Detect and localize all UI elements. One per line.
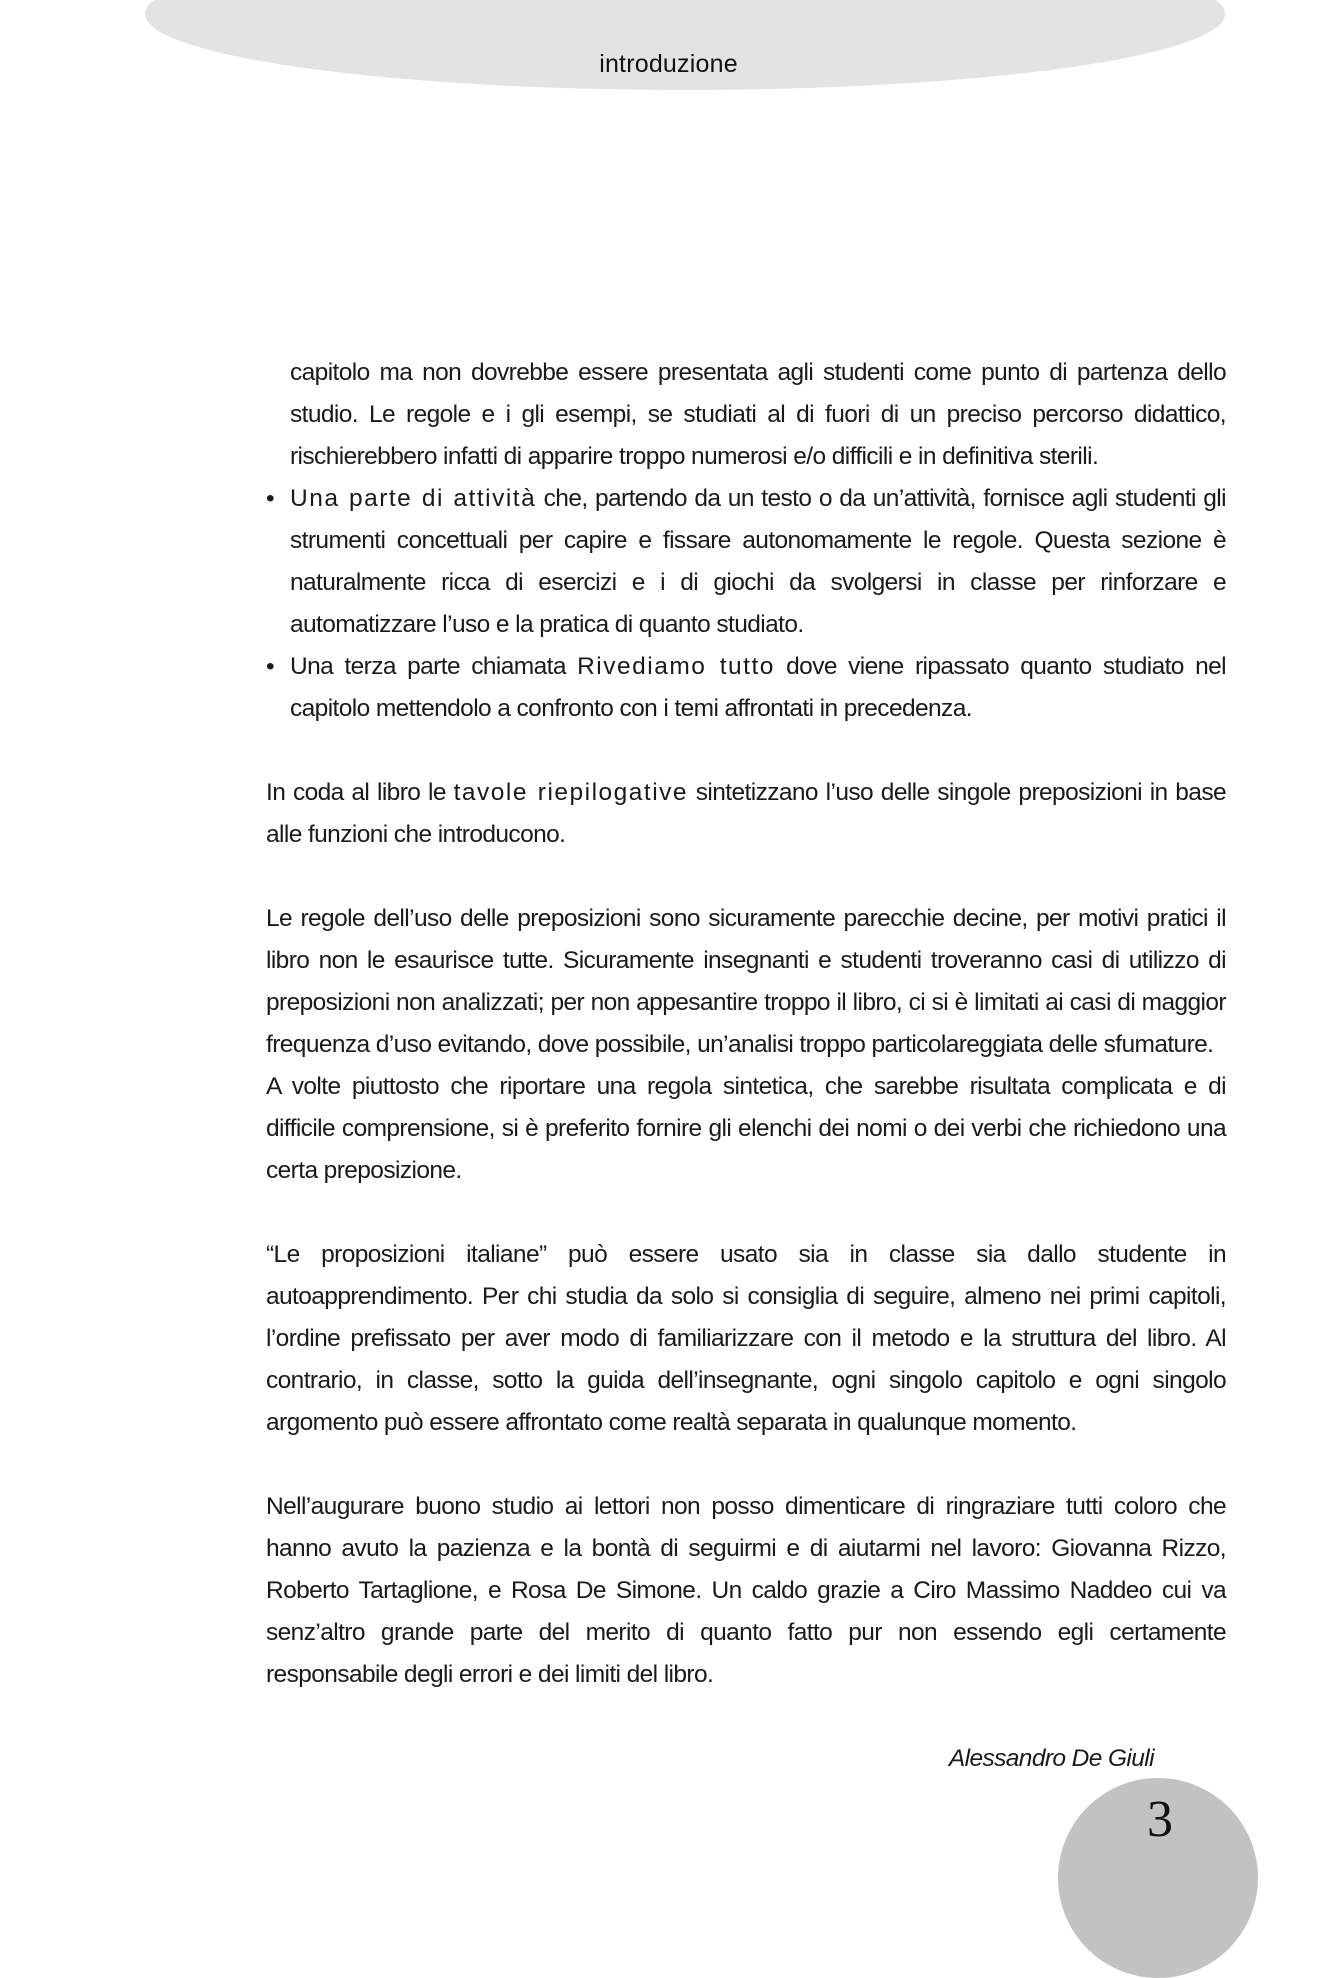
paragraph-regole: Le regole dell’uso delle preposizioni sono sicuramente parecchie decine, per motivi pratici il libro non le esaurisce tutte. Sicuramente insegnanti e studenti troveranno casi di utilizzo di preposizioni non analizzati; per non appesantire troppo il libro, ci si è limitati ai casi di maggior frequenza d’uso evitando, dove possibile, un’analisi troppo particolareggiata delle sfumature. <box>266 905 1226 1058</box>
paragraph-elenchi: A volte piuttosto che riportare una regola sintetica, che sarebbe risultata complicata e di difficile comprensione, si è preferito fornire gli elenchi dei nomi o dei verbi che richiedono una certa preposizione. <box>266 1073 1226 1184</box>
list-continuation-text: capitolo ma non dovrebbe essere presentata agli studenti come punto di partenza dello studio. Le regole e i gli esempi, se studiati al di fuori di un preciso percorso didattico, rischierebbero infatti di apparire troppo numerosi e/o difficili e in definitiva sterili. <box>290 359 1226 470</box>
bullet-text: dove viene ripassato quanto studiato nel capitolo mettendolo a confronto con i temi affrontati in precedenza. <box>290 653 1226 722</box>
paragraph-tavole <box>266 772 1226 856</box>
page-number: 3 <box>1147 1791 1173 1848</box>
author-signature: Alessandro De Giuli <box>948 1745 1154 1772</box>
bullet-marker: • <box>266 485 274 512</box>
paragraph-ringraziamenti: Nell’augurare buono studio ai lettori non posso dimenticare di ringraziare tutti coloro che hanno avuto la pazienza e la bontà di seguirmi e di aiutarmi nel lavoro: Giovanna Rizzo, Roberto Tartaglione, e Rosa De Simone. Un caldo grazie a Ciro Massimo Naddeo cui va senz’altro grande parte del merito di quanto fatto pur non essendo egli certamente responsabile degli errori e dei limiti del libro. <box>266 1493 1226 1688</box>
running-header: introduzione <box>599 50 738 78</box>
bullet-text: che, partendo da un testo o da un’attività, fornisce agli studenti gli strumenti concettuali per capire e fissare autonomamente le regole. Questa sezione è naturalmente ricca di esercizi e i di giochi da svolgersi in classe per rinforzare e automatizzare l’uso e la pratica di quanto studiato. <box>290 485 1226 638</box>
bullet-emphasis: Rivediamo tutto <box>577 653 775 680</box>
list-item <box>266 646 1226 730</box>
bullet-marker: • <box>266 653 274 680</box>
bullet-text-lead: Una terza parte chiamata <box>290 653 578 680</box>
bullet-emphasis: Una parte di attività <box>290 485 537 512</box>
paragraph-emphasis: tavole riepilogative <box>453 779 689 806</box>
paragraph-text-lead: In coda al libro le <box>266 779 454 806</box>
paragraph-text: sintetizzano l’uso delle singole preposizioni in base alle funzioni che introducono. <box>266 779 1227 848</box>
bullet-list <box>266 478 1226 730</box>
paragraph-uso-libro: “Le proposizioni italiane” può essere usato sia in classe sia dallo studente in autoapprendimento. Per chi studia da solo si consiglia di seguire, almeno nei primi capitoli, l’ordine prefissato per aver modo di familiarizzare con il metodo e la struttura del libro. Al contrario, in classe, sotto la guida dell’insegnante, ogni singolo capitolo e ogni singolo argomento può essere affrontato come realtà separata in qualunque momento. <box>266 1241 1226 1436</box>
list-item <box>266 478 1226 646</box>
page-body <box>266 352 1226 1780</box>
